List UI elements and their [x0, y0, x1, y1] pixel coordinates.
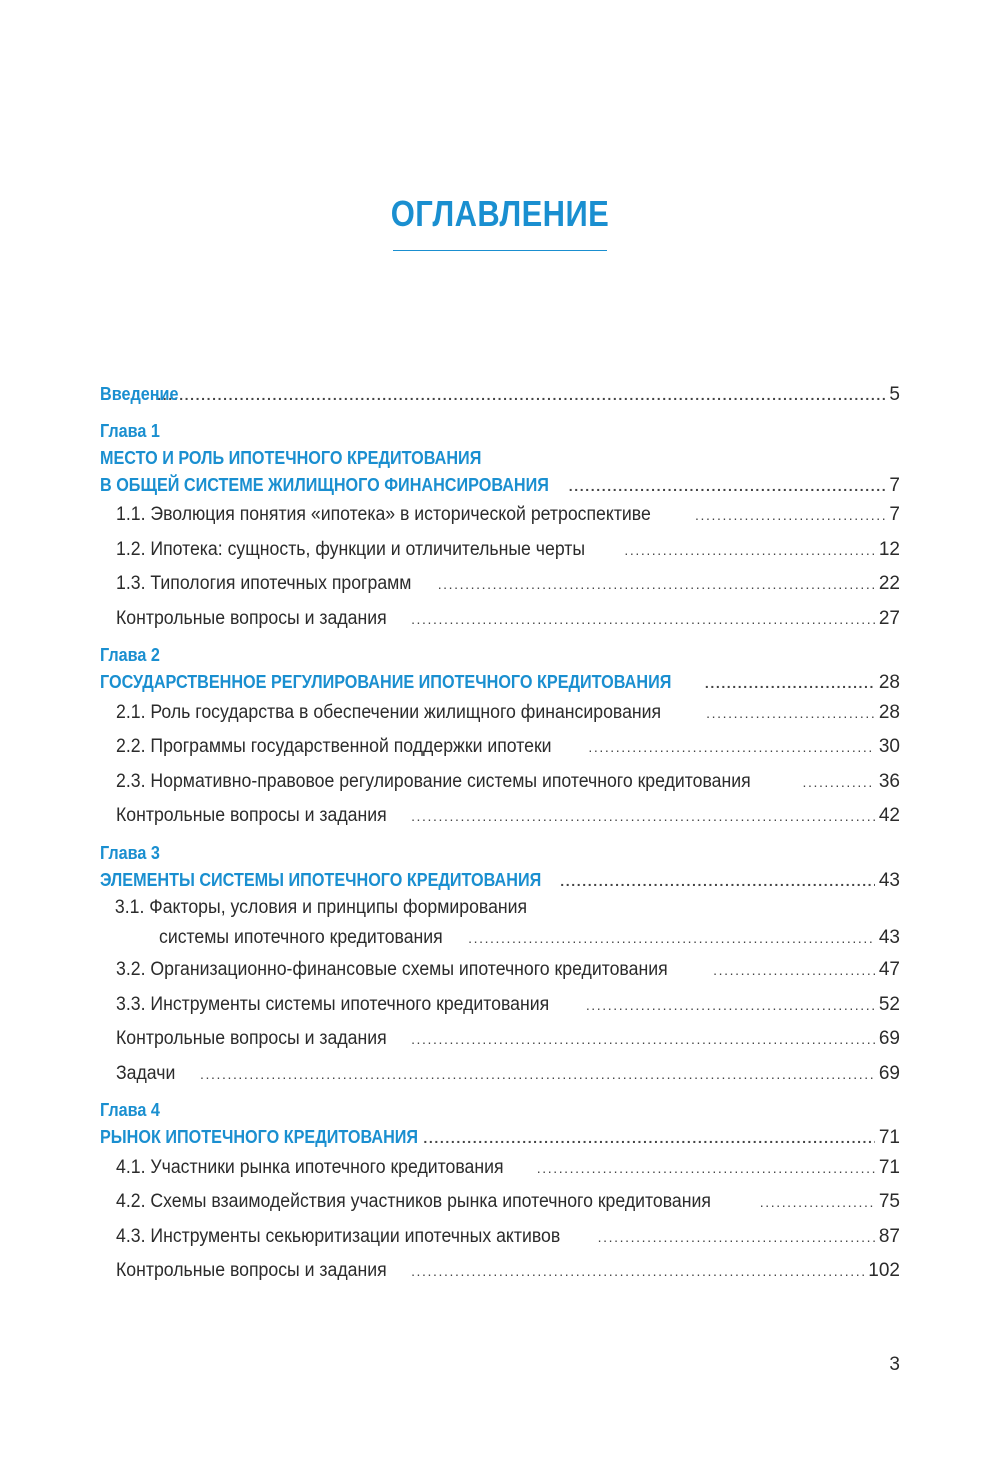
toc-entry-1-2[interactable] — [100, 533, 900, 568]
leader-dots — [598, 1220, 875, 1255]
toc-page-number: 43 — [878, 869, 900, 891]
toc-entry-text: системы ипотечного кредитования — [159, 927, 443, 948]
toc-page-number: 30 — [878, 736, 900, 757]
toc-entry-2-2[interactable] — [100, 730, 900, 765]
toc-page-number: 5 — [889, 384, 900, 405]
toc-page-number: 27 — [878, 607, 900, 629]
toc-entry-1-questions[interactable] — [100, 602, 900, 637]
toc-entry-text: Контрольные вопросы и задания — [116, 607, 387, 629]
leader-dots — [560, 868, 875, 895]
leader-dots — [200, 1057, 875, 1092]
toc-entry-text: 1.3. Типология ипотечных программ — [116, 573, 412, 594]
toc-entry-3-1[interactable] — [100, 923, 900, 953]
chapter-2-label: Глава 2 — [100, 645, 160, 665]
toc-entry-text: 2.2. Программы государственной поддержки ипотеки — [116, 736, 552, 757]
toc-page-number: 36 — [878, 770, 900, 792]
toc-entry-intro[interactable] — [100, 376, 900, 412]
toc-page-number: 7 — [889, 504, 900, 525]
toc-entry-text: Контрольные вопросы и задания — [116, 1028, 387, 1049]
toc-page-number: 7 — [889, 474, 900, 496]
toc-page-number: 75 — [878, 1191, 900, 1212]
toc-entry-text: Контрольные вопросы и задания — [116, 805, 387, 826]
leader-dots — [468, 923, 875, 953]
toc-entry-2-1[interactable] — [100, 696, 900, 731]
toc-entry-text: 3.2. Организационно-финансовые схемы ипотечного кредитования — [116, 959, 668, 980]
toc-entry-text: 1.2. Ипотека: сущность, функции и отличительные черты — [116, 538, 586, 560]
toc-entry-4-questions[interactable] — [100, 1254, 900, 1289]
toc-entry-3-tasks[interactable] — [100, 1057, 900, 1092]
toc-entry-chapter-2[interactable] — [100, 669, 900, 696]
toc-entry-3-1-first-line[interactable]: 3.1. Факторы, условия и принципы формирования — [114, 897, 528, 918]
leader-dots — [588, 730, 875, 765]
leader-dots — [706, 696, 875, 731]
toc-page-number: 43 — [878, 927, 900, 948]
toc-entry-4-3[interactable] — [100, 1220, 900, 1255]
toc-entry-chapter-3[interactable] — [100, 867, 900, 894]
leader-dots — [569, 473, 886, 500]
toc-page-number: 71 — [878, 1127, 900, 1148]
toc-entry-chapter-4[interactable] — [100, 1124, 900, 1151]
leader-dots — [438, 567, 875, 602]
chapter-1-title-line: МЕСТО И РОЛЬ ИПОТЕЧНОГО КРЕДИТОВАНИЯ — [100, 448, 482, 468]
toc-entry-chapter-1[interactable] — [100, 472, 900, 499]
toc-page-number: 87 — [878, 1225, 900, 1247]
chapter-3-title: ЭЛЕМЕНТЫ СИСТЕМЫ ИПОТЕЧНОГО КРЕДИТОВАНИЯ — [100, 869, 542, 890]
toc-page-number: 102 — [868, 1260, 900, 1281]
leader-dots — [713, 953, 875, 988]
leader-dots — [624, 533, 875, 568]
toc-entry-1-1[interactable] — [100, 498, 900, 533]
leader-dots — [586, 988, 875, 1023]
toc-page-number: 28 — [878, 672, 900, 693]
toc-page-number: 47 — [878, 959, 900, 980]
toc-page-number: 22 — [878, 573, 900, 594]
page-title: ОГЛАВЛЕНИЕ — [390, 193, 610, 234]
toc-page-number: 69 — [878, 1062, 900, 1084]
toc-entry-text: 3.3. Инструменты системы ипотечного кредитования — [116, 993, 550, 1015]
toc-entry-text: 1.1. Эволюция понятия «ипотека» в исторической ретроспективе — [116, 504, 651, 525]
leader-dots — [423, 1125, 874, 1152]
toc-entry-text: 2.3. Нормативно-правовое регулирование системы ипотечного кредитования — [116, 770, 751, 792]
toc-entry-4-1[interactable] — [100, 1151, 900, 1186]
toc-entry-text: 4.1. Участники рынка ипотечного кредитования — [116, 1156, 504, 1178]
toc-entry-text: 4.2. Схемы взаимодействия участников рынка ипотечного кредитования — [116, 1191, 711, 1212]
toc-page-number: 42 — [878, 805, 900, 826]
toc-entry-text: 4.3. Инструменты секьюритизации ипотечных активов — [116, 1225, 561, 1247]
chapter-1-title: В ОБЩЕЙ СИСТЕМЕ ЖИЛИЩНОГО ФИНАНСИРОВАНИЯ — [100, 474, 549, 495]
toc-entry-2-3[interactable] — [100, 765, 900, 800]
toc-entry-2-questions[interactable] — [100, 799, 900, 834]
toc-entry-label: Введение — [100, 384, 179, 404]
chapter-2-title: ГОСУДАРСТВЕННОЕ РЕГУЛИРОВАНИЕ ИПОТЕЧНОГО КРЕДИТОВАНИЯ — [100, 672, 672, 692]
chapter-4-label: Глава 4 — [100, 1100, 160, 1120]
toc-page-number: 71 — [878, 1156, 900, 1178]
toc-entry-3-2[interactable] — [100, 953, 900, 988]
leader-dots — [411, 799, 875, 834]
toc-entry-text: Задачи — [116, 1062, 176, 1084]
title-underline — [393, 250, 607, 251]
leader-dots — [537, 1151, 875, 1186]
toc-entry-text: 2.1. Роль государства в обеспечении жилищного финансирования — [116, 701, 662, 723]
toc-page-number: 69 — [878, 1028, 900, 1049]
leader-dots — [705, 670, 875, 697]
toc-entry-1-3[interactable] — [100, 567, 900, 602]
leader-dots — [411, 1022, 875, 1057]
toc-page-number: 28 — [878, 701, 900, 723]
page-number: 3 — [889, 1354, 900, 1375]
leader-dots — [802, 765, 874, 800]
leader-dots — [695, 498, 885, 533]
leader-dots — [411, 602, 875, 637]
chapter-3-label: Глава 3 — [100, 842, 160, 863]
toc-entry-text: Контрольные вопросы и задания — [116, 1260, 387, 1281]
table-of-contents — [100, 376, 900, 1289]
chapter-4-title: РЫНОК ИПОТЕЧНОГО КРЕДИТОВАНИЯ — [100, 1127, 419, 1147]
chapter-1-label: Глава 1 — [100, 421, 160, 441]
leader-dots — [157, 377, 885, 413]
toc-page-number: 52 — [878, 993, 900, 1015]
toc-entry-4-2[interactable] — [100, 1185, 900, 1220]
toc-entry-3-questions[interactable] — [100, 1022, 900, 1057]
toc-page-number: 12 — [878, 538, 900, 560]
toc-entry-3-3[interactable] — [100, 988, 900, 1023]
leader-dots — [411, 1254, 864, 1289]
leader-dots — [760, 1185, 875, 1220]
